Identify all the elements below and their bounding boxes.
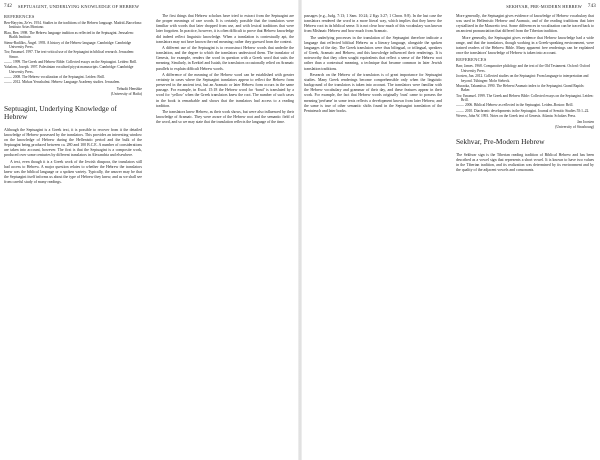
book-gutter xyxy=(298,0,302,460)
running-head xyxy=(4,4,296,14)
body-paragraph: The first things that Hebrew scholars have tried to extract from the Septuagint are the proper meanings of rare words. It is certainly possible that the translators were familiar with words that later dropped from use, and with lexical traditions that were later forgotten. In practice, however, it is often difficult to prove that Hebrew knowledge did indeed reflect linguistic knowledge. When a translation is contextually apt, the translators may not have known the real meaning; rather they guessed from the context. xyxy=(156,14,294,44)
reference-entry: Blau, Ben. 1998. The Hebrew language tradition as reflected in the Septuagint. Jerusalem: Bialik Institute. xyxy=(4,30,134,40)
page-number: 742 xyxy=(4,4,13,9)
right-column-1 xyxy=(304,14,442,456)
left-column-1 xyxy=(4,14,142,456)
running-head xyxy=(304,4,596,14)
page-number: 743 xyxy=(587,4,596,9)
body-paragraph: passages (e.g., Judg. 7:13; 1 Sam. 10:24; 2 Kgs 3:27; 1 Chron. 8:8). In the last case the translators rendered the word in a more literal way, which implies that they knew the Hebrew root in its biblical sense. It is not clear how much of this vocabulary was known from Mishnaic Hebrew and how much from Aramaic. xyxy=(304,14,442,34)
body-paragraph: A difference of the meaning of the Hebrew word can be established with greater certainty in cases where the Septuagint translators appear to reflect the Hebrew form preserved in the ancient text, but an Aramaic or later Hebrew form occurs in the same passage. For example, in Exod. 15:18 the Hebrew word for ‘bond’ is translated by a word for ‘yellow’ when the Greek translators knew the root. The number of such cases in the book is remarkable and shows that the translators had access to a reading tradition. xyxy=(156,72,294,108)
reference-entry: ——. 2012. Mirkaz Yerushalmi. Hebrew Language Academy studies. Jerusalem. xyxy=(4,80,121,85)
reference-entry: Sáenz-Badillos, Ángel. 1993. A history of the Hebrew language. Cambridge: Cambridge University Press. xyxy=(4,40,132,50)
body-paragraph: A text, even though it is a Greek work of the Jewish diaspora, the translators still had access to Hebrew. A major question relates to whether the Hebrew the translators knew was the biblical language or a spoken variety. Typically, the answer may be that the Septuagint itself informs us about the type of Hebrew they knew, and as we shall see from careful study of many readings. xyxy=(4,159,142,185)
body-paragraph: Research on the Hebrew of the translators is of great importance for Septuagint studies. Many Greek renderings become comprehensible only when the linguistic background of the translators is taken into account. The translators were familiar with the Hebrew vocabulary and grammar of their day, and these features appear in their work. For example, the fact that Hebrew words originally 'trust' came to possess the meaning 'perfume' in some texts reflects a development known from later Hebrew, and the same is true of other semantic shifts found in the Septuagint translation of the Pentateuch and later books. xyxy=(304,72,442,113)
reference-entry: ——. 1999. The Greek and Hebrew Bible: Collected essays on the Septuagint. Leiden: Brill. xyxy=(4,60,138,65)
reference-entry: Yahalom, Joseph. 1997. Palestinian vocalised piyyut manuscripts. Cambridge: Cambridge University Press. xyxy=(4,65,134,75)
reference-entry: ——. 2008. The Hebrew vocalization of the Septuagint. Leiden: Brill. xyxy=(4,75,105,80)
body-paragraph: More generally, the Septuagint gives evidence that Hebrew knowledge had a wide range, and that the translators, though working in a Greek-speaking environment, were trained readers of the Hebrew Bible. Many apparent free renderings can be explained once the translators' knowledge of Hebrew is taken into account. xyxy=(456,35,594,56)
right-page xyxy=(304,4,596,456)
article-author: Yehudit Henshke (University of Haifa) xyxy=(110,87,142,96)
reference-entry: Ben-Hayyim, Ze'ev. 1954. Studies in the traditions of the Hebrew language. Madrid–Barcelona: Instituto Arias Montano. xyxy=(4,20,142,30)
reference-entry: Tov, Emanuel. 1997. The text-critical use of the Septuagint in biblical research. Jerusalem: Simor. xyxy=(4,50,135,60)
running-head-title: SEKHVAR, PRE-MODERN HEBREW xyxy=(506,4,582,9)
reference-entry: Tov, Emanuel. 1999. The Greek and Hebrew Bible: Collected essays on the Septuagint. Leiden: Brill. xyxy=(456,93,594,103)
left-page xyxy=(4,4,296,456)
references-heading: REFERENCES xyxy=(456,57,487,63)
reference-entry: Joosten, Jan. 2012. Collected studies on the Septuagint: From language to interpretation and beyond. Tübingen: Mohr Siebeck. xyxy=(456,73,589,83)
right-column-2 xyxy=(456,14,594,456)
reference-entry: ——. 2006. Biblical Hebrew as reflected in the Septuagint. Leiden–Boston: Brill. xyxy=(456,103,574,108)
entry-title: Sekhvar, Pre-Modern Hebrew xyxy=(456,137,545,147)
body-paragraph: The underlying processes in the translation of the Septuagint therefore indicate a language that reflected biblical Hebrew as a literary language, alongside the spoken languages of the day. The Greek translators were thus bilingual, or trilingual, speakers of Greek, Aramaic and Hebrew, and this knowledge influenced their renderings. It is noteworthy that they often sought equivalents that reflect a sense of the Hebrew root rather than a contextual meaning, a technique that became common in later Jewish translation traditions. xyxy=(304,35,442,71)
reference-entry: Muraoka, Takamitsu. 1990. The Hebrew/Aramaic index to the Septuagint. Grand Rapids: Baker. xyxy=(456,83,585,93)
entry-title: Septuagint, Underlying Knowledge of Hebrew xyxy=(4,103,117,122)
reference-entry: Barr, James. 1968. Comparative philology and the text of the Old Testament. Oxford: Oxford University Press. xyxy=(456,64,590,73)
reference-entry: Wevers, John W. 1993. Notes on the Greek text of Genesis. Atlanta: Scholars Press. xyxy=(456,113,577,118)
running-head-title: SEPTUAGINT, UNDERLYING KNOWLEDGE OF HEBREW xyxy=(18,4,140,9)
left-column-2 xyxy=(156,14,294,456)
references-heading: REFERENCES xyxy=(4,14,35,19)
body-paragraph: Although the Septuagint is a Greek text, it is possible to recover from it the detailed knowledge of Hebrew possessed by the translators. This provides an interesting window on the knowledge of Hebrew during the Hellenistic period and the bulk of the Septuagint being produced between ca. 280 and 100 B.C.E. A number of considerations are taken into account, however. The first is that the Septuagint is a composite work, produced over some centuries by different translators in Alexandria and elsewhere. xyxy=(4,127,142,158)
article-author: Jan Joosten (University of Strasbourg) xyxy=(555,120,594,130)
body-paragraph: More generally, the Septuagint gives evidence of knowledge of Hebrew vocabulary that was used in Hellenistic Hebrew and Aramaic, and of the reading traditions that later crystallized in the Masoretic text. Some differences in vocalization can be traced back to an ancient pronunciation that differed from the Tiberian tradition. xyxy=(456,14,594,34)
reference-entry: ——. 2010. Diachronic developments in the Septuagint. Journal of Semitic Studies 55:1–22. xyxy=(456,108,590,113)
body-paragraph: A different use of the Septuagint is to reconstruct Hebrew words that underlie the translation, and the degree to which the translators understood them. The translator of Genesis, for example, renders the word in question with a Greek word that suits the meaning. Similarly, in Ezekiel and Isaiah, the translators occasionally relied on Aramaic parallels to explain difficult Hebrew words. xyxy=(156,45,294,71)
body-paragraph: The translators knew Hebrew, as their work shows, but were also influenced by their knowledge of Aramaic. They were aware of the Hebrew root and the semantic field of the word, and so we may state that the translation reflects the language of the time. xyxy=(156,109,294,125)
body-paragraph: The Sekhvar sign is the Tiberian reading tradition of Biblical Hebrew and has been described as a vowel sign that represents a short vowel. It is known to have two values in the Tiberian tradition, and its realization was determined by its environment and by the quality of the adjacent vowels and consonants. xyxy=(456,152,594,173)
